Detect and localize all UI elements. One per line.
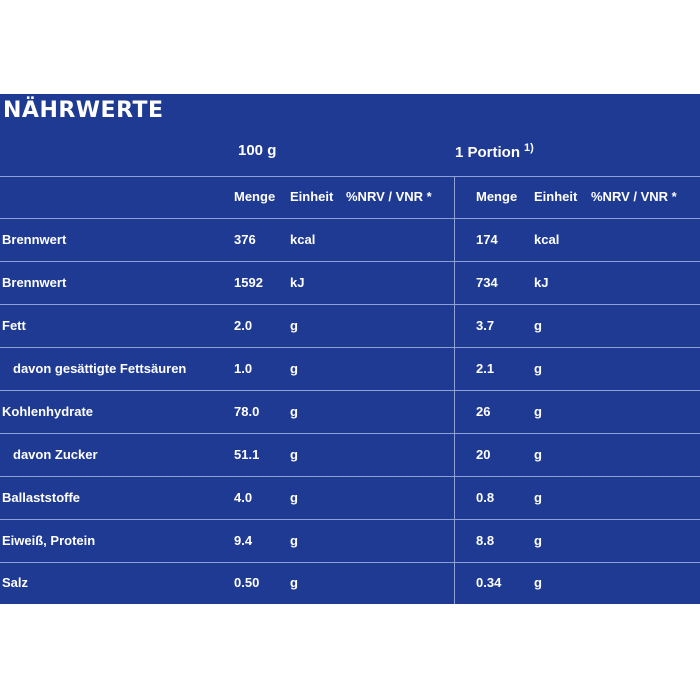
subhead-menge-portion: Menge [476, 189, 518, 204]
subhead-einheit-100g: Einheit [290, 189, 334, 204]
amount-100g: 2.0 [234, 318, 253, 333]
column-header-portion-label: 1 Portion [455, 144, 521, 161]
amount-100g: 1.0 [234, 361, 253, 376]
subhead-nrv-portion: %NRV / VNR * [591, 189, 677, 204]
amount-portion: 174 [476, 232, 498, 247]
amount-100g: 51.1 [234, 447, 260, 462]
row-divider [0, 218, 700, 219]
row-divider [0, 519, 700, 520]
unit-portion: g [534, 404, 542, 419]
unit-portion: kJ [534, 275, 549, 290]
unit-100g: g [290, 447, 298, 462]
unit-portion: g [534, 361, 542, 376]
nutrient-label: Salz [2, 575, 29, 590]
nutrient-label: Brennwert [2, 232, 67, 247]
table-title: NÄHRWERTE [3, 98, 164, 123]
unit-100g: g [290, 404, 298, 419]
amount-portion: 8.8 [476, 533, 495, 548]
unit-100g: g [290, 318, 298, 333]
amount-100g: 1592 [234, 275, 263, 290]
row-divider [0, 304, 700, 305]
amount-portion: 20 [476, 447, 491, 462]
unit-portion: g [534, 575, 542, 590]
unit-100g: kJ [290, 275, 305, 290]
unit-100g: g [290, 575, 298, 590]
row-divider [0, 433, 700, 434]
amount-portion: 2.1 [476, 361, 495, 376]
amount-100g: 9.4 [234, 533, 253, 548]
unit-portion: g [534, 533, 542, 548]
amount-portion: 0.34 [476, 575, 502, 590]
unit-100g: kcal [290, 232, 316, 247]
nutrient-label: Fett [2, 318, 26, 333]
nutrient-label: Brennwert [2, 275, 67, 290]
subhead-menge-100g: Menge [234, 189, 276, 204]
column-header-portion [455, 142, 534, 161]
row-divider [0, 562, 700, 563]
nutrient-label: Ballaststoffe [2, 490, 81, 505]
nutrient-label: Kohlenhydrate [2, 404, 94, 419]
row-divider [0, 261, 700, 262]
subhead-einheit-portion: Einheit [534, 189, 578, 204]
unit-portion: g [534, 490, 542, 505]
amount-100g: 78.0 [234, 404, 260, 419]
nutrient-label: davon Zucker [13, 447, 98, 462]
unit-100g: g [290, 490, 298, 505]
unit-100g: g [290, 361, 298, 376]
amount-portion: 26 [476, 404, 491, 419]
header-divider [0, 176, 700, 177]
nutrient-label: davon gesättigte Fettsäuren [13, 361, 187, 376]
nutrient-label: Eiweiß, Protein [2, 533, 96, 548]
row-divider [0, 390, 700, 391]
unit-portion: g [534, 447, 542, 462]
footnote-marker: 1) [524, 142, 534, 154]
row-divider [0, 476, 700, 477]
amount-100g: 4.0 [234, 490, 253, 505]
unit-portion: kcal [534, 232, 560, 247]
nutrition-table [0, 94, 700, 604]
unit-100g: g [290, 533, 298, 548]
amount-portion: 734 [476, 275, 498, 290]
unit-portion: g [534, 318, 542, 333]
amount-100g: 376 [234, 232, 256, 247]
row-divider [0, 347, 700, 348]
amount-portion: 0.8 [476, 490, 495, 505]
amount-100g: 0.50 [234, 575, 260, 590]
column-header-100g: 100 g [238, 142, 277, 159]
amount-portion: 3.7 [476, 318, 495, 333]
subhead-nrv-100g: %NRV / VNR * [346, 189, 432, 204]
